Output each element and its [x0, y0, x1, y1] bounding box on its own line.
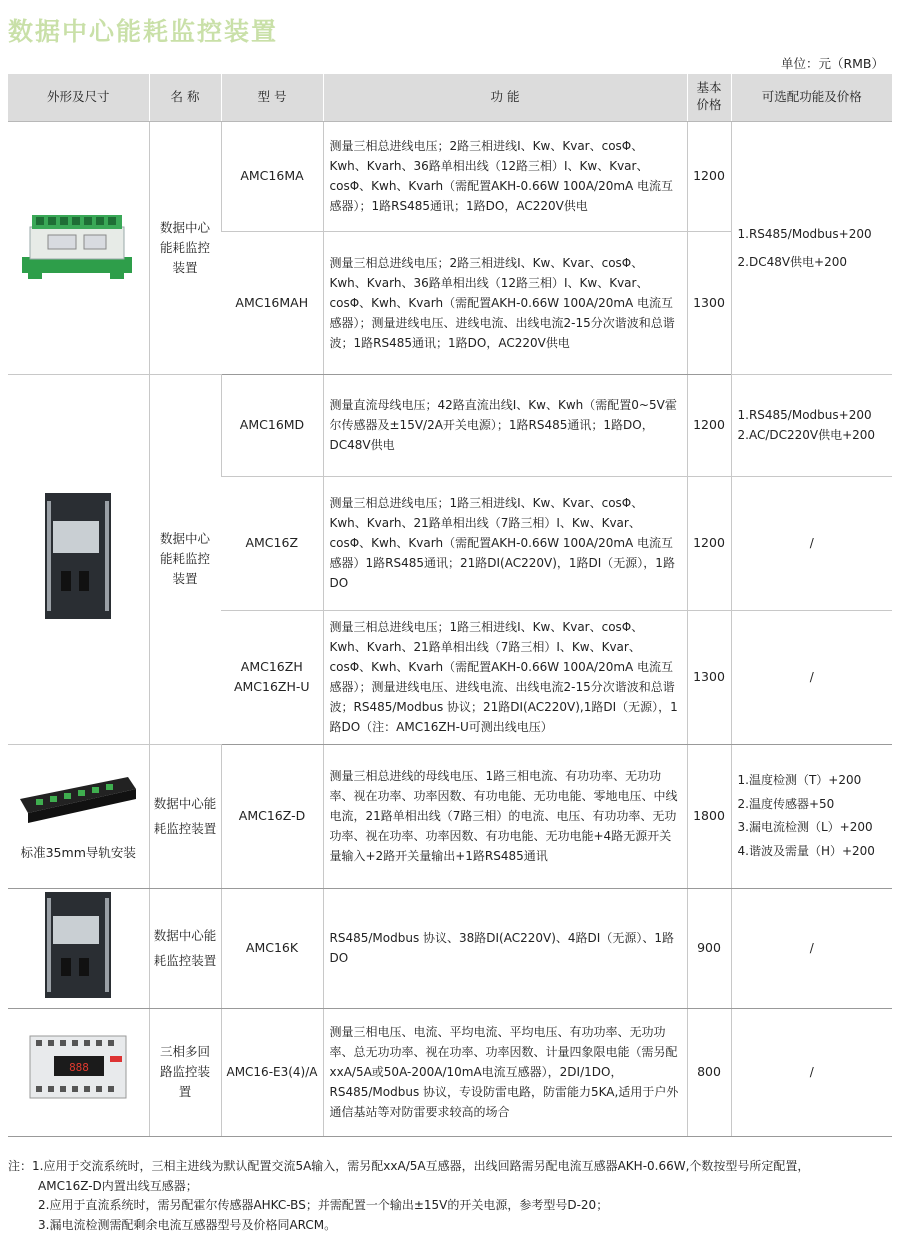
price-cell: 1800 [687, 744, 731, 888]
model-cell: AMC16MA [221, 121, 323, 231]
amc16ma-device-image [18, 205, 138, 285]
product-name-cell [149, 744, 221, 888]
product-image-cell [8, 888, 149, 1008]
option-item: 2.温度传感器+50 [737, 796, 835, 811]
option-item: 2.AC/DC220V供电+200 [737, 428, 876, 442]
function-cell: 测量三相总进线电压；1路三相进线I、Kw、Kvar、cosΦ、Kwh、Kvarh、21路单相出线（7路三相）I、Kw、Kvar、cosΦ、Kwh、Kvarh（需配置AKH-0.66W 100A/20mA 电流互感器）；测量进线电压、进线电流、出线电流2-15分次谐波和总谐波；RS485/Modbus 协议；21路DI(AC220V),1路DI（无源），1路DO（注：AMC16ZH-U可测出线电压） [323, 610, 687, 744]
options-cell [731, 121, 892, 374]
header-function: 功 能 [323, 74, 687, 121]
option-item: 4.谐波及需量（H）+200 [737, 843, 875, 858]
price-cell: 1200 [687, 374, 731, 476]
model-cell: AMC16-E3(4)/A [221, 1008, 323, 1136]
function-cell: RS485/Modbus 协议、38路DI(AC220V)、4路DI（无源）、1路DO [323, 888, 687, 1008]
product-name-cell [149, 374, 221, 744]
product-name: 数据中心能耗监控装置 [159, 219, 210, 275]
model-cell [221, 610, 323, 744]
model-line: AMC16ZH-U [233, 679, 310, 694]
table-row [8, 374, 892, 476]
table-row [8, 1008, 892, 1136]
mounting-caption: 标准35mm导轨安装 [20, 845, 136, 860]
function-cell: 测量直流母线电压；42路直流出线I、Kw、Kwh（需配置0~5V霍尔传感器及±15V/2A开关电源）；1路RS485通讯；1路DO，DC48V供电 [323, 374, 687, 476]
product-name-cell [149, 121, 221, 374]
model-cell: AMC16MAH [221, 231, 323, 374]
function-cell: 测量三相总进线电压；1路三相进线I、Kw、Kvar、cosΦ、Kwh、Kvarh、21路单相出线（7路三相）I、Kw、Kvar、cosΦ、Kwh、Kvarh（需配置AKH-0.66W 100A/20mA 电流互感器）1路RS485通讯；21路DI(AC220V)，1路DI（无源），1路DO [323, 476, 687, 610]
unit-label: 单位：元（RMB） [780, 56, 884, 71]
note-line: 2.应用于直流系统时，需另配霍尔传感器AHKC-BS；并需配置一个输出±15V的开关电源，参考型号D-20； [38, 1198, 609, 1212]
product-table [8, 74, 892, 1137]
table-row [8, 888, 892, 1008]
product-name: 数据中心能耗监控装置 [153, 928, 217, 968]
model-cell: AMC16Z [221, 476, 323, 610]
function-cell: 测量三相总进线电压；2路三相进线I、Kw、Kvar、cosΦ、Kwh、Kvarh、36路单相出线（12路三相）I、Kw、Kvar、cosΦ、Kwh、Kvarh（需配置AKH-0.66W 100A/20mA 电流互感器）；1路RS485通讯；1路DO，AC220V供电 [323, 121, 687, 231]
amc16zd-device-image [16, 769, 140, 829]
header-price [687, 74, 731, 121]
product-image-cell [8, 121, 149, 374]
amc16k-device-image [43, 890, 113, 1000]
footnotes [8, 1157, 892, 1235]
header-model: 型 号 [221, 74, 323, 121]
price-cell: 1300 [687, 610, 731, 744]
svg-text:888: 888 [69, 1061, 90, 1074]
function-cell: 测量三相电压、电流、平均电流、平均电压、有功功率、无功功率、总无功功率、视在功率、功率因数、计量四象限电能（需另配xxA/5A或50A-200A/10mA电流互感器），2DI/1DO，RS485/Modbus 协议，专设防雷电路，防雷能力5KA,适用于户外通信基站等对防雷要求较高的场合 [323, 1008, 687, 1136]
table-row [8, 744, 892, 888]
function-cell: 测量三相总进线的母线电压、1路三相电流、有功功率、无功功率、视在功率、功率因数、有功电能、无功电能、零地电压、中线电流，21路单相出线（7路三相）的电流、电压、有功功率、无功功率、视在功率、功率因数、有功电能、无功电能+4路无源开关量输入+2路开关量输出+1路RS485通讯 [323, 744, 687, 888]
model-cell: AMC16MD [221, 374, 323, 476]
product-name-cell [149, 1008, 221, 1136]
product-image-cell [8, 744, 149, 888]
product-name: 数据中心能耗监控装置 [153, 796, 217, 836]
price-cell: 1200 [687, 121, 731, 231]
option-item: 1.RS485/Modbus+200 [737, 408, 872, 422]
product-name: 三相多回路监控装置 [159, 1044, 210, 1099]
note-line: AMC16Z-D内置出线互感器； [38, 1178, 198, 1193]
header-appearance: 外形及尺寸 [8, 74, 149, 121]
note-line: 注：1.应用于交流系统时，三相主进线为默认配置交流5A输入，需另配xxA/5A互感器，出线回路需另配电流互感器AKH-0.66W,个数按型号所定配置， [8, 1159, 810, 1173]
product-name-cell [149, 888, 221, 1008]
note-line: 3.漏电流检测需配剩余电流互感器型号及价格同ARCM。 [38, 1217, 337, 1232]
product-image-cell [8, 1008, 149, 1136]
model-cell: AMC16K [221, 888, 323, 1008]
product-image-cell [8, 374, 149, 744]
model-line: AMC16ZH [240, 659, 303, 674]
options-cell: / [731, 476, 892, 610]
header-name: 名 称 [149, 74, 221, 121]
price-cell: 800 [687, 1008, 731, 1136]
amc16-e3-device-image [26, 1030, 130, 1108]
option-item: 1.RS485/Modbus+200 [737, 226, 872, 241]
model-cell: AMC16Z-D [221, 744, 323, 888]
table-header-row [8, 74, 892, 121]
options-cell: / [731, 610, 892, 744]
amc16md-device-image [43, 491, 113, 621]
header-options: 可选配功能及价格 [731, 74, 892, 121]
option-item: 3.漏电流检测（L）+200 [737, 820, 873, 834]
option-item: 1.温度检测（T）+200 [737, 773, 862, 787]
product-name: 数据中心能耗监控装置 [159, 531, 210, 586]
table-row [8, 121, 892, 231]
price-cell: 1200 [687, 476, 731, 610]
option-item: 2.DC48V供电+200 [737, 254, 848, 269]
options-cell: / [731, 1008, 892, 1136]
options-cell: / [731, 888, 892, 1008]
header-price-line1: 基本 [696, 80, 722, 96]
price-cell: 900 [687, 888, 731, 1008]
header-price-line2: 价格 [696, 97, 722, 113]
price-cell: 1300 [687, 231, 731, 374]
options-cell [731, 374, 892, 476]
options-cell [731, 744, 892, 888]
function-cell: 测量三相总进线电压；2路三相进线I、Kw、Kvar、cosΦ、Kwh、Kvarh、36路单相出线（12路三相）I、Kw、Kvar、cosΦ、Kwh、Kvarh（需配置AKH-0.66W 100A/20mA 电流互感器）；测量进线电压、进线电流、出线电流2-15分次谐波和总谐波；1路RS485通讯；1路DO，AC220V供电 [323, 231, 687, 374]
page-title: 数据中心能耗监控装置 [8, 17, 279, 46]
